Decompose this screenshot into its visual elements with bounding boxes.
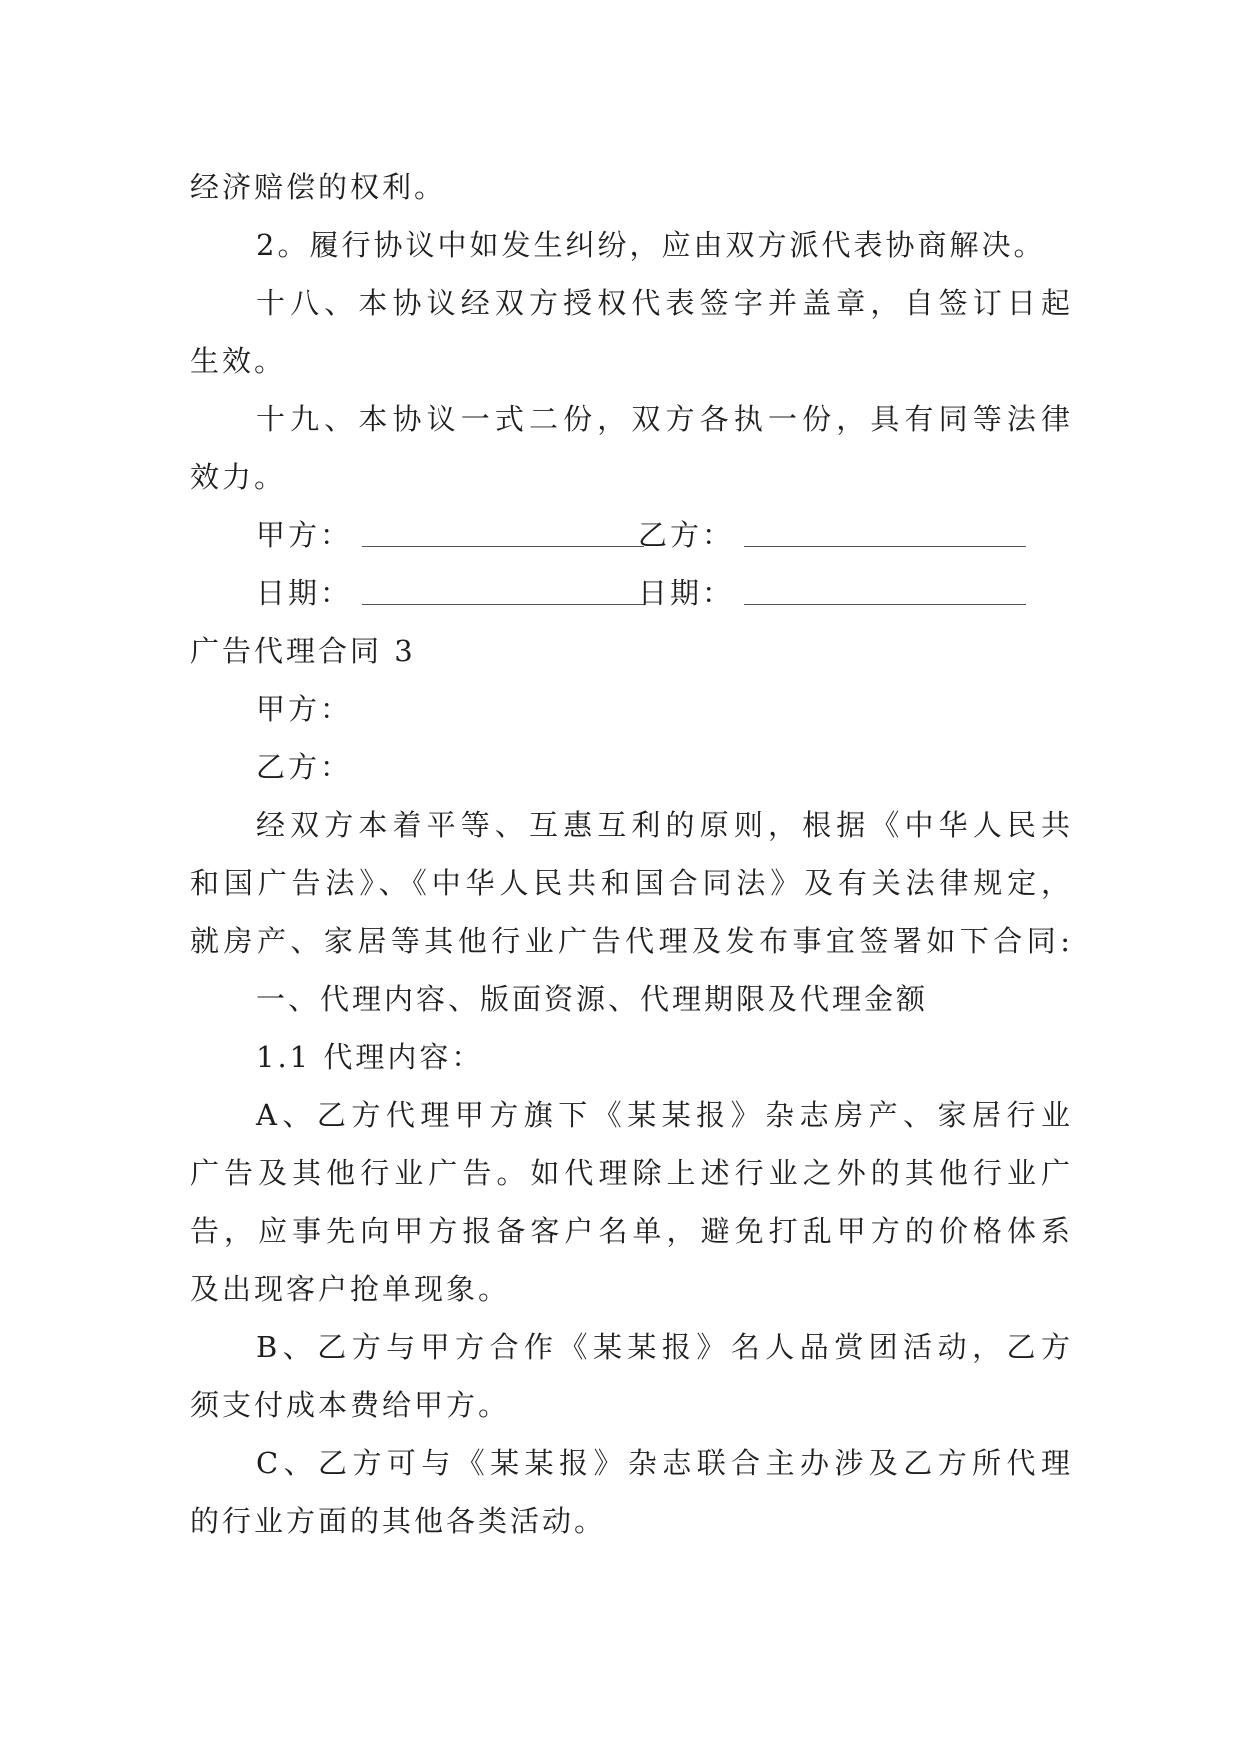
paragraph-line: 十八、本协议经双方授权代表签字并盖章，自签订日起 bbox=[256, 286, 1070, 320]
party-b-line: 乙方： bbox=[256, 750, 353, 784]
paragraph-line: 告，应事先向甲方报备客户名单，避免打乱甲方的价格体系 bbox=[190, 1214, 1070, 1248]
paragraph-line: A、乙方代理甲方旗下《某某报》杂志房产、家居行业 bbox=[256, 1098, 1070, 1132]
signature-right-group bbox=[638, 564, 1026, 622]
paragraph-line: B、乙方与甲方合作《某某报》名人品赏团活动，乙方 bbox=[256, 1330, 1070, 1364]
party-a-signature-blank bbox=[362, 506, 644, 547]
paragraph-line: 十九、本协议一式二份，双方各执一份，具有同等法律 bbox=[256, 402, 1070, 436]
clause-heading: 一、代理内容、版面资源、代理期限及代理金额 bbox=[256, 982, 929, 1016]
paragraph-line: 经济赔偿的权利。 bbox=[190, 170, 447, 204]
paragraph-line: 就房产、家居等其他行业广告代理及发布事宜签署如下合同: bbox=[190, 924, 1070, 958]
party-b-date-blank bbox=[744, 564, 1026, 605]
signature-row-date bbox=[190, 564, 1070, 622]
paragraph-line: 经双方本着平等、互惠互利的原则，根据《中华人民共 bbox=[256, 808, 1070, 842]
paragraph-line: 2。履行协议中如发生纠纷，应由双方派代表协商解决。 bbox=[256, 228, 1046, 262]
signature-right-group bbox=[638, 506, 1026, 564]
party-b-date-label: 日期： bbox=[638, 576, 735, 610]
document-body bbox=[190, 158, 1070, 1550]
party-a-date-label: 日期： bbox=[256, 576, 353, 610]
clause-subheading: 1.1 代理内容： bbox=[256, 1040, 484, 1074]
paragraph-line: 及出现客户抢单现象。 bbox=[190, 1272, 511, 1306]
party-a-line: 甲方： bbox=[256, 692, 353, 726]
signature-row-party bbox=[190, 506, 1070, 564]
party-b-signature-blank bbox=[744, 506, 1026, 547]
paragraph-line: 须支付成本费给甲方。 bbox=[190, 1388, 511, 1422]
paragraph-line: C、乙方可与《某某报》杂志联合主办涉及乙方所代理 bbox=[256, 1446, 1070, 1480]
party-b-label: 乙方： bbox=[638, 518, 735, 552]
party-a-label: 甲方： bbox=[256, 518, 353, 552]
paragraph-line: 的行业方面的其他各类活动。 bbox=[190, 1504, 607, 1538]
section-title: 广告代理合同 3 bbox=[190, 634, 416, 668]
party-a-date-blank bbox=[362, 564, 644, 605]
paragraph-line: 广告及其他行业广告。如代理除上述行业之外的其他行业广 bbox=[190, 1156, 1070, 1190]
paragraph-line: 和国广告法》、《中华人民共和国合同法》及有关法律规定， bbox=[190, 866, 1070, 900]
paragraph-line: 生效。 bbox=[190, 344, 287, 378]
paragraph-line: 效力。 bbox=[190, 460, 287, 494]
